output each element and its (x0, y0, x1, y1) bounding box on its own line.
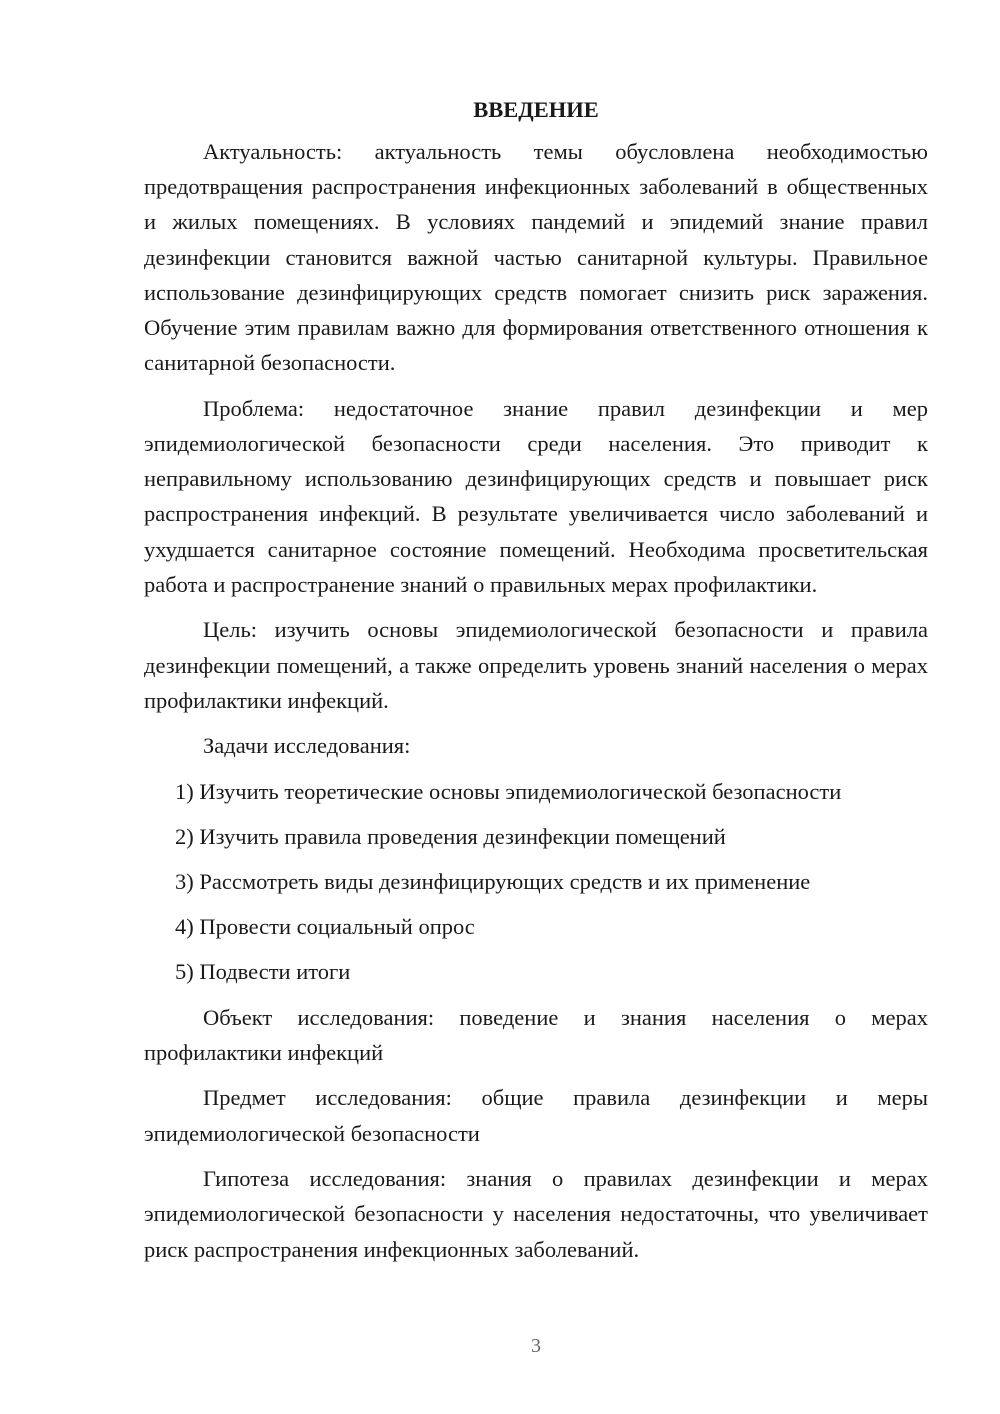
paragraph-hypothesis: Гипотеза исследования: знания о правилах дезинфекции и мерах эпидемиологической безопасности у населения недостаточны, что увеличивает риск распространения инфекционных заболеваний. (144, 1166, 928, 1262)
paragraph-object: Объект исследования: поведение и знания населения о мерах профилактики инфекций (144, 1004, 928, 1065)
task-item: 3) Рассмотреть виды дезинфицирующих средств и их применение (175, 869, 811, 895)
page-content (144, 96, 928, 1277)
paragraph-relevance: Актуальность: актуальность темы обусловлена необходимостью предотвращения распространения инфекционных заболеваний в общественных и жилых помещениях. В условиях пандемий и эпидемий знание правил дезинфекции становится важной частью санитарной культуры. Правильное использование дезинфицирующих средств помогает снизить риск заражения. Обучение этим правилам важно для формирования ответственного отношения к санитарной безопасности. (144, 139, 928, 376)
task-item: 4) Провести социальный опрос (175, 914, 475, 940)
page-number: 3 (531, 1335, 541, 1357)
task-item: 2) Изучить правила проведения дезинфекции помещений (175, 823, 726, 849)
paragraph-goal: Цель: изучить основы эпидемиологической безопасности и правила дезинфекции помещений, а также определить уровень знаний населения о мерах профилактики инфекций. (144, 617, 928, 713)
paragraph-problem: Проблема: недостаточное знание правил дезинфекции и мер эпидемиологической безопасности среди населения. Это приводит к неправильному использованию дезинфицирующих средств и повышает риск распространения инфекций. В результате увеличивается число заболеваний и ухудшается санитарное состояние помещений. Необходима просветительская работа и распространение знаний о правильных мерах профилактики. (144, 395, 928, 597)
tasks-list (144, 774, 928, 990)
paragraph-subject: Предмет исследования: общие правила дезинфекции и меры эпидемиологической безопасности (144, 1085, 928, 1146)
tasks-title: Задачи исследования: (203, 733, 411, 759)
section-heading: ВВЕДЕНИЕ (473, 97, 599, 122)
task-item: 1) Изучить теоретические основы эпидемиологической безопасности (175, 778, 842, 804)
task-item: 5) Подвести итоги (175, 959, 351, 985)
